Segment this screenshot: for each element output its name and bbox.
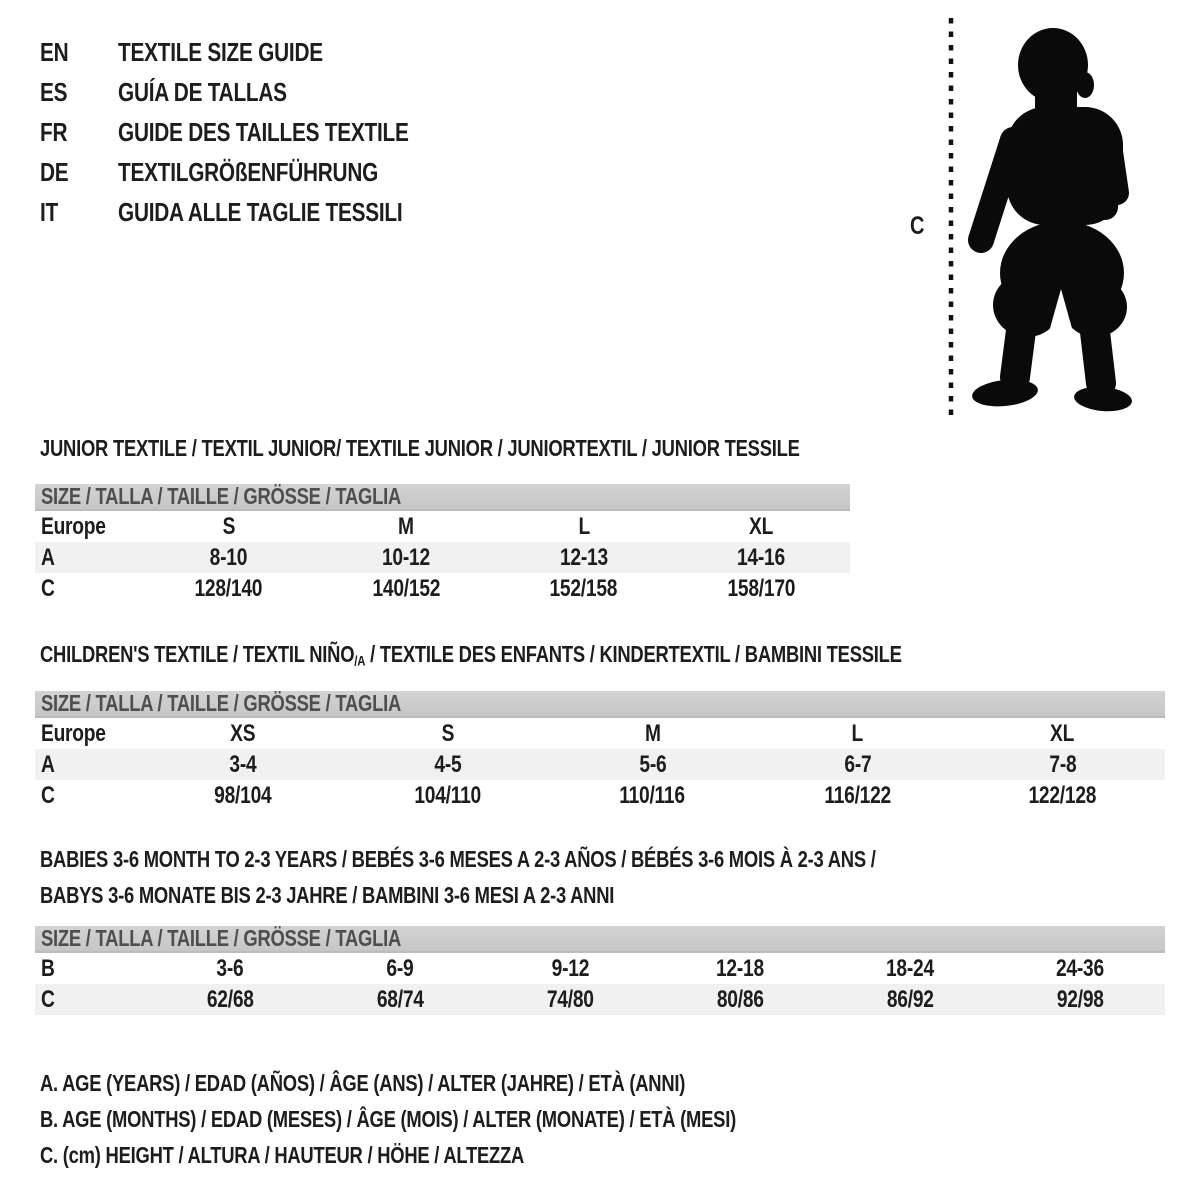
children-section-title: CHILDREN'S TEXTILE / TEXTIL NIÑO/A / TEXTILE DES ENFANTS / KINDERTEXTIL / BAMBINI TESSILE — [40, 641, 902, 670]
legend-age-years: A. AGE (YEARS) / EDAD (AÑOS) / ÂGE (ANS) / ALTER (JAHRE) / ETÀ (ANNI) — [40, 1070, 686, 1096]
size-cell: XL — [749, 512, 774, 540]
lang-row-it — [40, 192, 481, 232]
lang-code-es: ES — [40, 77, 68, 107]
row-label: Europe — [41, 512, 106, 540]
language-title-list — [40, 32, 481, 232]
height-measure-label: C — [910, 212, 925, 240]
lang-title-en: TEXTILE SIZE GUIDE — [118, 37, 323, 67]
lang-title-de: TEXTILGRÖßENFÜHRUNG — [118, 157, 379, 187]
table-row — [35, 511, 850, 542]
age-cell: 3-6 — [216, 954, 244, 982]
lang-code-it: IT — [40, 197, 59, 227]
table-row — [35, 573, 850, 604]
age-cell: 18-24 — [886, 954, 934, 982]
height-cell: 86/92 — [886, 985, 934, 1013]
size-cell: L — [578, 512, 590, 540]
height-cell: 104/110 — [414, 781, 481, 809]
age-cell: 6-7 — [843, 750, 872, 778]
lang-code-fr: FR — [40, 117, 68, 147]
age-cell: 14-16 — [737, 543, 786, 571]
legend-age-months: B. AGE (MONTHS) / EDAD (MESES) / ÂGE (MOIS) / ALTER (MONATE) / ETÀ (MESI) — [40, 1106, 736, 1132]
height-cell: 152/158 — [549, 574, 618, 602]
table-row — [35, 984, 1165, 1015]
age-cell: 8-10 — [210, 543, 248, 571]
junior-table-header: SIZE / TALLA / TAILLE / GRÖSSE / TAGLIA — [35, 484, 850, 511]
babies-section-title-line2: BABYS 3-6 MONATE BIS 2-3 JAHRE / BAMBINI 3-6 MESI A 2-3 ANNI — [40, 882, 615, 908]
row-label: C — [41, 781, 55, 809]
age-cell: 12-18 — [716, 954, 764, 982]
children-size-table — [35, 691, 1165, 811]
age-cell: 12-13 — [559, 543, 608, 571]
age-cell: 3-4 — [228, 750, 257, 778]
age-cell: 6-9 — [386, 954, 414, 982]
table-row — [35, 953, 1165, 984]
legend-height-cm: C. (cm) HEIGHT / ALTURA / HAUTEUR / HÖHE / ALTEZZA — [40, 1142, 525, 1168]
children-table-header: SIZE / TALLA / TAILLE / GRÖSSE / TAGLIA — [35, 691, 1165, 718]
lang-row-de — [40, 152, 481, 192]
row-label: Europe — [41, 719, 106, 747]
row-label: A — [41, 750, 55, 778]
height-cell: 98/104 — [213, 781, 272, 809]
size-cell: M — [644, 719, 661, 747]
size-cell: L — [851, 719, 864, 747]
age-cell: 4-5 — [433, 750, 462, 778]
size-cell: XL — [1050, 719, 1075, 747]
babies-section-title-line1: BABIES 3-6 MONTH TO 2-3 YEARS / BEBÉS 3-6 MESES A 2-3 AÑOS / BÉBÉS 3-6 MOIS À 2-3 ANS / — [40, 846, 876, 872]
age-cell: 5-6 — [638, 750, 667, 778]
height-cell: 158/170 — [727, 574, 796, 602]
size-cell: S — [441, 719, 454, 747]
table-row — [35, 542, 850, 573]
age-cell: 24-36 — [1056, 954, 1104, 982]
height-cell: 74/80 — [546, 985, 594, 1013]
lang-title-it: GUIDA ALLE TAGLIE TESSILI — [118, 197, 403, 227]
size-cell: M — [398, 512, 415, 540]
age-cell: 10-12 — [382, 543, 431, 571]
row-label: A — [41, 543, 55, 571]
height-cell: 122/128 — [1028, 781, 1097, 809]
lang-title-es: GUÍA DE TALLAS — [118, 77, 287, 107]
table-row — [35, 780, 1165, 811]
row-label: C — [41, 574, 55, 602]
size-cell: S — [222, 512, 236, 540]
height-cell: 116/122 — [824, 781, 891, 809]
lang-row-es — [40, 72, 481, 112]
height-cell: 110/116 — [619, 781, 686, 809]
height-cell: 128/140 — [194, 574, 263, 602]
babies-table-header: SIZE / TALLA / TAILLE / GRÖSSE / TAGLIA — [35, 926, 1165, 953]
lang-row-fr — [40, 112, 481, 152]
height-cell: 80/86 — [716, 985, 764, 1013]
toddler-silhouette-icon — [965, 15, 1135, 415]
junior-size-table — [35, 484, 850, 604]
height-cell: 68/74 — [376, 985, 424, 1013]
lang-row-en — [40, 32, 481, 72]
height-measure-line — [947, 18, 955, 416]
size-cell: XS — [229, 719, 256, 747]
age-cell: 7-8 — [1048, 750, 1077, 778]
babies-size-table — [35, 926, 1165, 1015]
table-row — [35, 718, 1165, 749]
lang-title-fr: GUIDE DES TAILLES TEXTILE — [118, 117, 409, 147]
lang-code-de: DE — [40, 157, 69, 187]
junior-section-title: JUNIOR TEXTILE / TEXTIL JUNIOR/ TEXTILE JUNIOR / JUNIORTEXTIL / JUNIOR TESSILE — [40, 435, 800, 461]
row-label: B — [41, 954, 55, 982]
height-cell: 92/98 — [1056, 985, 1104, 1013]
row-label: C — [41, 985, 55, 1013]
nino-a-subscript: /A — [354, 653, 366, 670]
table-row — [35, 749, 1165, 780]
lang-code-en: EN — [40, 37, 69, 67]
height-cell: 62/68 — [206, 985, 254, 1013]
height-cell: 140/152 — [372, 574, 441, 602]
age-cell: 9-12 — [551, 954, 589, 982]
